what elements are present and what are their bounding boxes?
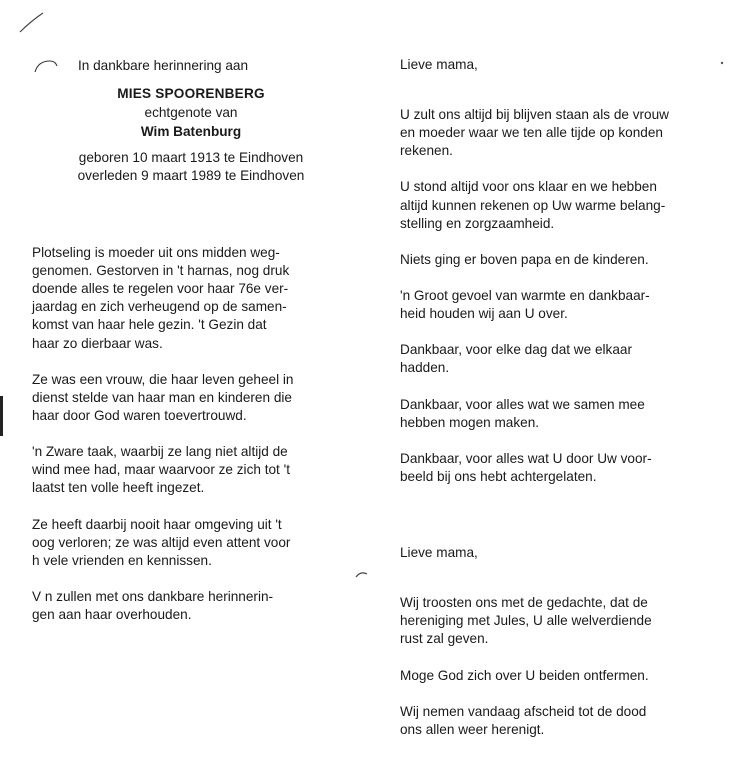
deceased-name: MIES SPOORENBERG [117,86,265,101]
relation-line: echtgenote van [144,105,238,120]
paragraph: Dankbaar, voor elke dag dat we elkaar hadden. [400,342,632,376]
paragraph: Ze was een vrouw, die haar leven geheel in dienst stelde van haar man en kinderen die haar door God waren toevertrouwd. [32,371,294,423]
paragraph: Plotseling is moeder uit ons midden weg- genomen. Gestorven in 't harnas, nog druk doende alles te regelen voor haar 76e ver- jaardag en zich verheugend op de samen- komst van haar hele gezin. 't Gezin dat haar zo dierbaar was. [32,245,290,351]
life-dates [32,149,350,185]
greeting-second: Lieve mama, [400,545,478,561]
paragraph: Dankbaar, voor alles wat U door Uw voor- beeld bij ons hebt achtergelaten. [400,450,652,484]
left-body-text [32,226,350,642]
greeting-first: Lieve mama, [400,57,478,72]
paragraph: 'n Zware taak, waarbij ze lang niet altijd de wind mee had, maar waarvoor ze zich tot 't laatst ten volle heeft ingezet. [32,444,290,496]
spouse-name: Wim Batenburg [140,124,242,139]
paragraph: Wij nemen vandaag afscheid tot de dood ons allen weer herenigt. [400,703,647,737]
paragraph: U stond altijd voor ons klaar en we hebben altijd kunnen rekenen op Uw warme belang- stelling en zorgzaamheid. [400,179,666,231]
paragraph: Dankbaar, voor alles wat we samen mee hebben mogen maken. [400,396,645,430]
left-column [32,56,350,642]
intro-line: In dankbare herinnering aan [78,58,249,73]
bottom-mark [354,569,370,579]
paragraph: Ze heeft daarbij nooit haar omgeving uit 't oog verloren; ze was altijd even attent voor h vele vrienden en kennissen. [32,516,291,568]
binding-mark-left [0,396,6,436]
paragraph: Wij troosten ons met de gedachte, dat de hereniging met Jules, U alle welverdiende rust zal geven. [400,595,652,647]
birth-line: geboren 10 maart 1913 te Eindhoven [78,150,304,165]
right-body-text-first [400,88,705,504]
death-line: overleden 9 maart 1989 te Eindhoven [77,168,305,183]
right-column [400,56,705,757]
margin-speck [719,60,725,66]
paragraph: 'n Groot gevoel van warmte en dankbaar- heid houden wij aan U over. [400,288,650,322]
paragraph: Moge God zich over U beiden ontfermen. [400,667,649,683]
card-header [32,56,350,185]
right-body-text-second [400,576,705,757]
scan-mark-top-left [18,8,46,36]
paragraph: Niets ging er boven papa en de kinderen. [400,251,649,267]
paragraph: V n zullen met ons dankbare herinnerin- gen aan haar overhouden. [32,588,274,622]
paragraph: U zult ons altijd bij blijven staan als de vrouw en moeder waar we ten alle tijde op konden rekenen. [400,107,669,159]
